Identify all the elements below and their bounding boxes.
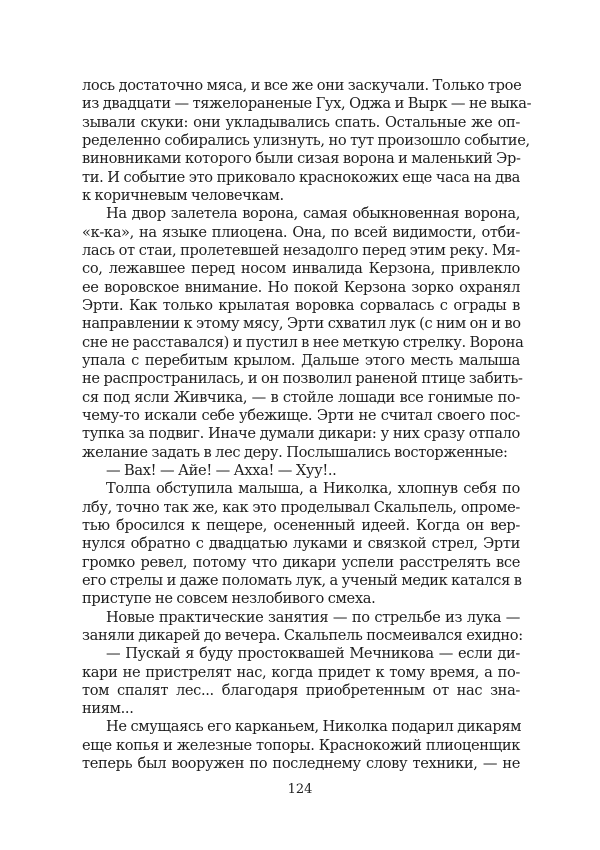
text-line: тупка за подвиг. Иначе думали дикари: у них сразу отпало: [82, 425, 520, 443]
text-line: Эрти. Как только крылатая воровка сорвалась с ограды в: [82, 296, 520, 314]
text-line: со, лежавшее перед носом инвалида Керзона, привлекло: [82, 260, 520, 278]
text-line: лбу, точно так же, как это проделывал Скальпель, опроме-: [82, 498, 520, 516]
text-line: сне не расставался) и пустил в нее меткую стрелку. Ворона: [82, 333, 524, 351]
text-line: ределенно собирались улизнуть, но тут произошло событие,: [82, 131, 530, 149]
text-line: из двадцати — тяжелораненые Гух, Оджа и Вырк — не выка-: [82, 95, 532, 113]
text-line: еще копья и железные топоры. Краснокожий плиоценщик: [82, 736, 520, 754]
text-line: направлении к этому мясу, Эрти схватил лук (с ним он и во: [82, 315, 521, 333]
text-line: теперь был вооружен по последнему слову техники, — не: [82, 755, 520, 773]
text-line: Новые практические занятия — по стрельбе из лука —: [106, 608, 520, 626]
page-body: [82, 77, 532, 773]
text-line: упала с перебитым крылом. Дальше этого месть малыша: [82, 351, 520, 369]
text-line: зывали скуки: они укладывались спать. Остальные же оп-: [82, 113, 520, 131]
text-line: — Пускай я буду простоквашей Мечникова — если ди-: [106, 645, 520, 663]
text-line: нулся обратно с двадцатью луками и связкой стрел, Эрти: [82, 535, 520, 553]
text-line: ти. И событие это приковало краснокожих еще часа на два: [82, 168, 520, 186]
text-line: лась от стаи, пролетевшей незадолго перед этим реку. Мя-: [82, 241, 520, 259]
text-line: громко ревел, потому что дикари успели расстрелять все: [82, 553, 520, 571]
text-line: к коричневым человечкам.: [82, 186, 284, 204]
text-line: желание задать в лес деру. Послышались восторженные:: [82, 443, 508, 461]
text-line: ся под ясли Живчика, — в стойле лошади все гонимые по-: [82, 388, 520, 406]
text-line: виновниками которого были сизая ворона и маленький Эр-: [82, 150, 521, 168]
text-line: — Вах! — Айе! — Ахха! — Хуу!..: [106, 461, 337, 479]
text-line: лось достаточно мяса, и все же они заскучали. Только трое: [82, 77, 522, 94]
text-line: заняли дикарей до вечера. Скальпель посмеивался ехидно:: [82, 626, 523, 644]
text-line: На двор залетела ворона, самая обыкновенная ворона,: [106, 205, 520, 223]
text-line: Толпа обступила малыша, а Николка, хлопнув себя по: [106, 480, 520, 498]
text-line: приступе не совсем незлобивого смеха.: [82, 590, 376, 608]
text-line: ее воровское внимание. Но покой Керзона зорко охранял: [82, 278, 520, 296]
text-line: чему-то искали себе убежище. Эрти не считал своего пос-: [82, 406, 520, 424]
text-line: его стрелы и даже поломать лук, а ученый медик катался в: [82, 571, 522, 589]
text-line: тью бросился к пещере, осененный идеей. Когда он вер-: [82, 516, 520, 534]
text-line: кари не пристрелят нас, когда придет к тому время, а по-: [82, 663, 520, 681]
text-line: «к-ка», на языке плиоцена. Она, по всей видимости, отби-: [82, 223, 520, 241]
text-line: Не смущаясь его карканьем, Николка подарил дикарям: [106, 718, 522, 736]
text-line: не распространилась, и он позволил раненой птице забить-: [82, 370, 523, 388]
page-number: 124: [287, 782, 313, 797]
text-line: том спалят лес... благодаря приобретенным от нас зна-: [82, 681, 520, 699]
text-line: ниям...: [82, 700, 134, 718]
